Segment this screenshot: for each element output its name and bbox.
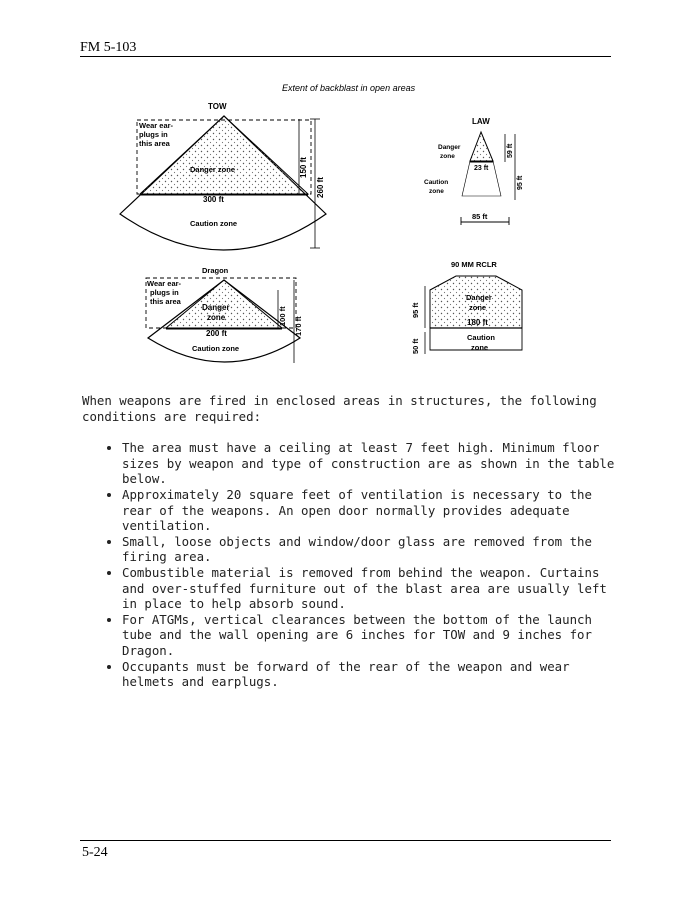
dragon-caution-label: Caution zone bbox=[192, 344, 240, 353]
dragon-wear-note-line3: this area bbox=[150, 297, 181, 306]
tow-total-dim: 260 ft bbox=[316, 177, 325, 198]
backblast-figure bbox=[110, 78, 630, 378]
tow-wear-note-line3: this area bbox=[139, 139, 170, 148]
dragon-diagram bbox=[146, 266, 303, 363]
rclr-danger-label-line1: Danger bbox=[466, 293, 492, 302]
conditions-list bbox=[82, 440, 622, 690]
tow-title: TOW bbox=[208, 102, 227, 111]
list-item: • The area must have a ceiling at least 7 feet high. Minimum floor sizes by weapon and type of construction are as shown in the table below. bbox=[122, 440, 622, 487]
law-caution-label-line1: Caution bbox=[424, 179, 449, 186]
rclr-title: 90 MM RCLR bbox=[451, 260, 497, 269]
dragon-danger-label-line2: zone bbox=[207, 313, 226, 322]
list-item: • Occupants must be forward of the rear of the weapon and wear helmets and earplugs. bbox=[122, 659, 622, 690]
tow-wear-note-line2: plugs in bbox=[139, 130, 168, 139]
tow-danger-label: Danger zone bbox=[190, 165, 236, 174]
rclr-danger-label-line2: zone bbox=[469, 303, 487, 312]
law-width-dim: 23 ft bbox=[474, 165, 489, 172]
rclr-caution-label-line1: Caution bbox=[467, 333, 495, 342]
law-caution-label-line2: zone bbox=[429, 188, 444, 195]
list-item: • Combustible material is removed from behind the weapon. Curtains and over-stuffed furniture out of the blast area are usually left in place to help absorb sound. bbox=[122, 565, 622, 612]
figure-caption: Extent of backblast in open areas bbox=[282, 83, 416, 93]
law-danger-label-line1: Danger bbox=[438, 144, 461, 151]
law-total-dim: 95 ft bbox=[517, 175, 524, 190]
svg-text:Caution zone bbox=[424, 179, 450, 195]
law-base-dim: 85 ft bbox=[472, 212, 488, 221]
svg-text:Danger zone bbox=[438, 144, 462, 160]
tow-caution-label: Caution zone bbox=[190, 219, 238, 228]
footer-rule bbox=[80, 840, 611, 841]
backblast-diagram bbox=[110, 78, 630, 378]
rclr-caution-dim: 50 ft bbox=[411, 338, 420, 354]
law-title: LAW bbox=[472, 117, 490, 126]
intro-paragraph: When weapons are fired in enclosed areas in structures, the following conditions are required: bbox=[82, 393, 597, 424]
dragon-total-dim: 170 ft bbox=[294, 316, 303, 336]
dragon-wear-note-line2: plugs in bbox=[150, 288, 179, 297]
document-id: FM 5-103 bbox=[80, 40, 137, 55]
list-item: • Small, loose objects and window/door glass are removed from the firing area. bbox=[122, 534, 622, 565]
tow-width-dim: 300 ft bbox=[203, 195, 224, 204]
svg-text:Wear ear- plugs in bbox=[139, 121, 175, 148]
law-danger-label-line2: zone bbox=[440, 153, 455, 160]
tow-diagram bbox=[120, 102, 326, 250]
body-text bbox=[82, 393, 622, 690]
law-danger-dim: 59 ft bbox=[507, 143, 514, 158]
list-item: • Approximately 20 square feet of ventilation is necessary to the rear of the weapons. An open door normally provides adequate ventilation. bbox=[122, 487, 622, 534]
rclr-danger-dim: 95 ft bbox=[411, 302, 420, 318]
dragon-danger-dim: 100 ft bbox=[278, 306, 287, 326]
law-danger-zone bbox=[470, 132, 493, 161]
dragon-wear-note-line1: Wear ear- bbox=[147, 279, 182, 288]
rclr-width-dim: 180 ft bbox=[467, 318, 488, 327]
law-diagram bbox=[424, 117, 524, 225]
dragon-width-dim: 200 ft bbox=[206, 329, 227, 338]
page-number: 5-24 bbox=[82, 845, 108, 860]
tow-wear-note-line1: Wear ear- bbox=[139, 121, 174, 130]
header-rule bbox=[80, 56, 611, 57]
svg-text:Wear ear- plugs in bbox=[147, 279, 183, 306]
rclr-diagram bbox=[411, 260, 522, 354]
tow-danger-dim: 150 ft bbox=[299, 157, 308, 178]
dragon-title: Dragon bbox=[202, 266, 229, 275]
dragon-danger-label-line1: Danger bbox=[202, 303, 230, 312]
rclr-caution-label-line2: zone bbox=[471, 343, 489, 352]
list-item: • For ATGMs, vertical clearances between the bottom of the launch tube and the wall opening are 6 inches for TOW and 9 inches for Dragon. bbox=[122, 612, 622, 659]
